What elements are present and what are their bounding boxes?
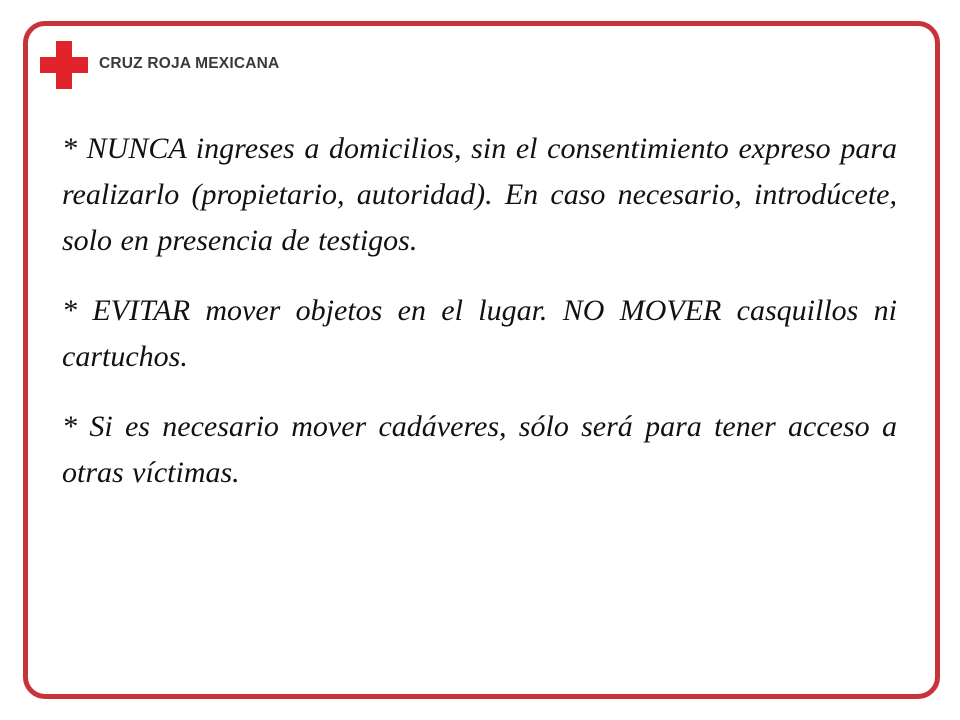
brand-name: CRUZ ROJA MEXICANA (99, 55, 280, 72)
red-cross-icon (40, 41, 88, 89)
paragraph-evitar-mover: * EVITAR mover objetos en el lugar. NO MOVER casquillos ni cartuchos. (62, 294, 897, 373)
paragraph-cadaveres: * Si es necesario mover cadáveres, sólo será para tener acceso a otras víctimas. (62, 410, 897, 489)
paragraph-domicilios: * NUNCA ingreses a domicilios, sin el consentimiento expreso para realizarlo (propietario, autoridad). En caso necesario, introdúcete, solo en presencia de testigos. (62, 132, 897, 257)
slide-content (62, 126, 897, 496)
brand-header (40, 41, 279, 89)
